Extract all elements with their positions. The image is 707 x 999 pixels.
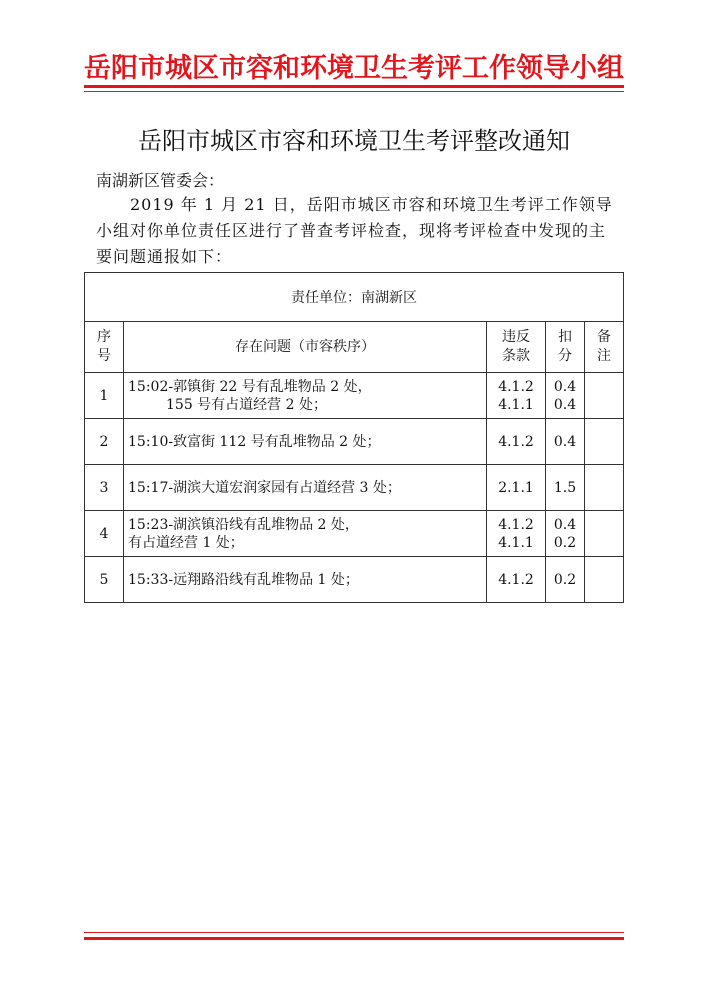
row-deduction bbox=[546, 373, 585, 419]
row-no: 4 bbox=[85, 511, 124, 557]
deduction-value: 0.4 bbox=[553, 516, 577, 533]
row-remark bbox=[585, 419, 624, 465]
article-value: 4.1.1 bbox=[498, 396, 534, 413]
notice-title: 岳阳市城区市容和环境卫生考评整改通知 bbox=[138, 127, 570, 155]
row-issue bbox=[124, 557, 487, 603]
header-rule-thin bbox=[84, 91, 624, 92]
recipient: 南湖新区管委会： bbox=[96, 171, 225, 190]
row-no: 3 bbox=[85, 465, 124, 511]
deduction-value: 0.4 bbox=[553, 378, 577, 395]
row-no: 5 bbox=[85, 557, 124, 603]
header-rule-thick bbox=[84, 85, 624, 88]
header-remark bbox=[585, 322, 624, 373]
article-value: 4.1.2 bbox=[498, 516, 534, 533]
intro-paragraph: 2019 年 1 月 21 日，岳阳市城区市容和环境卫生考评工作领导小组对你单位责任区进行了普查考评检查，现将考评检查中发现的主要问题通报如下： bbox=[96, 195, 613, 266]
row-remark bbox=[585, 373, 624, 419]
row-issue bbox=[124, 373, 487, 419]
row-issue bbox=[124, 511, 487, 557]
issue-line: 有占道经营 1 处； bbox=[128, 534, 244, 551]
table-row bbox=[85, 511, 624, 557]
row-no: 1 bbox=[85, 373, 124, 419]
deduction-value: 1.5 bbox=[553, 479, 577, 496]
row-issue bbox=[124, 419, 487, 465]
issue-line: 155 号有占道经营 2 处； bbox=[166, 396, 327, 413]
header-issue: 存在问题（市容秩序） bbox=[124, 322, 487, 373]
deduction-value: 0.4 bbox=[553, 396, 577, 413]
table-row bbox=[85, 557, 624, 603]
issue-line: 15:23-湖滨镇沿线有乱堆物品 2 处， bbox=[128, 516, 359, 533]
row-remark bbox=[585, 465, 624, 511]
row-remark bbox=[585, 511, 624, 557]
table-row bbox=[85, 465, 624, 511]
responsible-unit: 责任单位：南湖新区 bbox=[85, 273, 624, 322]
header-deduction bbox=[546, 322, 585, 373]
article-value: 4.1.2 bbox=[498, 571, 534, 588]
article-value: 4.1.2 bbox=[498, 378, 534, 395]
header-remark-label: 备注 bbox=[597, 329, 611, 364]
header-no bbox=[85, 322, 124, 373]
deduction-value: 0.2 bbox=[553, 571, 577, 588]
row-deduction bbox=[546, 557, 585, 603]
row-article bbox=[487, 419, 546, 465]
issue-line: 15:02-郭镇街 22 号有乱堆物品 2 处， bbox=[128, 378, 372, 395]
row-deduction bbox=[546, 419, 585, 465]
row-article bbox=[487, 373, 546, 419]
header-article-label: 违反条款 bbox=[502, 329, 530, 364]
issue-line: 15:10-致富街 112 号有乱堆物品 2 处； bbox=[128, 433, 381, 450]
article-value: 4.1.1 bbox=[498, 534, 534, 551]
row-remark bbox=[585, 557, 624, 603]
row-deduction bbox=[546, 465, 585, 511]
header-no-label: 序号 bbox=[97, 329, 111, 364]
row-issue bbox=[124, 465, 487, 511]
header-row bbox=[85, 322, 624, 373]
header-deduction-label: 扣分 bbox=[558, 329, 572, 364]
footer-rule-thick bbox=[84, 937, 624, 940]
issues-table bbox=[84, 272, 624, 603]
article-value: 2.1.1 bbox=[498, 479, 534, 496]
footer-rule-thin bbox=[84, 932, 624, 933]
row-article bbox=[487, 465, 546, 511]
row-article bbox=[487, 557, 546, 603]
organization-header: 岳阳市城区市容和环境卫生考评工作领导小组 bbox=[84, 53, 624, 84]
issue-line: 15:33-远翔路沿线有乱堆物品 1 处； bbox=[128, 571, 359, 588]
article-value: 4.1.2 bbox=[498, 433, 534, 450]
header-article bbox=[487, 322, 546, 373]
deduction-value: 0.2 bbox=[553, 534, 577, 551]
table-row bbox=[85, 419, 624, 465]
row-no: 2 bbox=[85, 419, 124, 465]
unit-row bbox=[85, 273, 624, 322]
table-row bbox=[85, 373, 624, 419]
row-deduction bbox=[546, 511, 585, 557]
row-article bbox=[487, 511, 546, 557]
deduction-value: 0.4 bbox=[553, 433, 577, 450]
issue-line: 15:17-湖滨大道宏润家园有占道经营 3 处； bbox=[128, 479, 401, 496]
